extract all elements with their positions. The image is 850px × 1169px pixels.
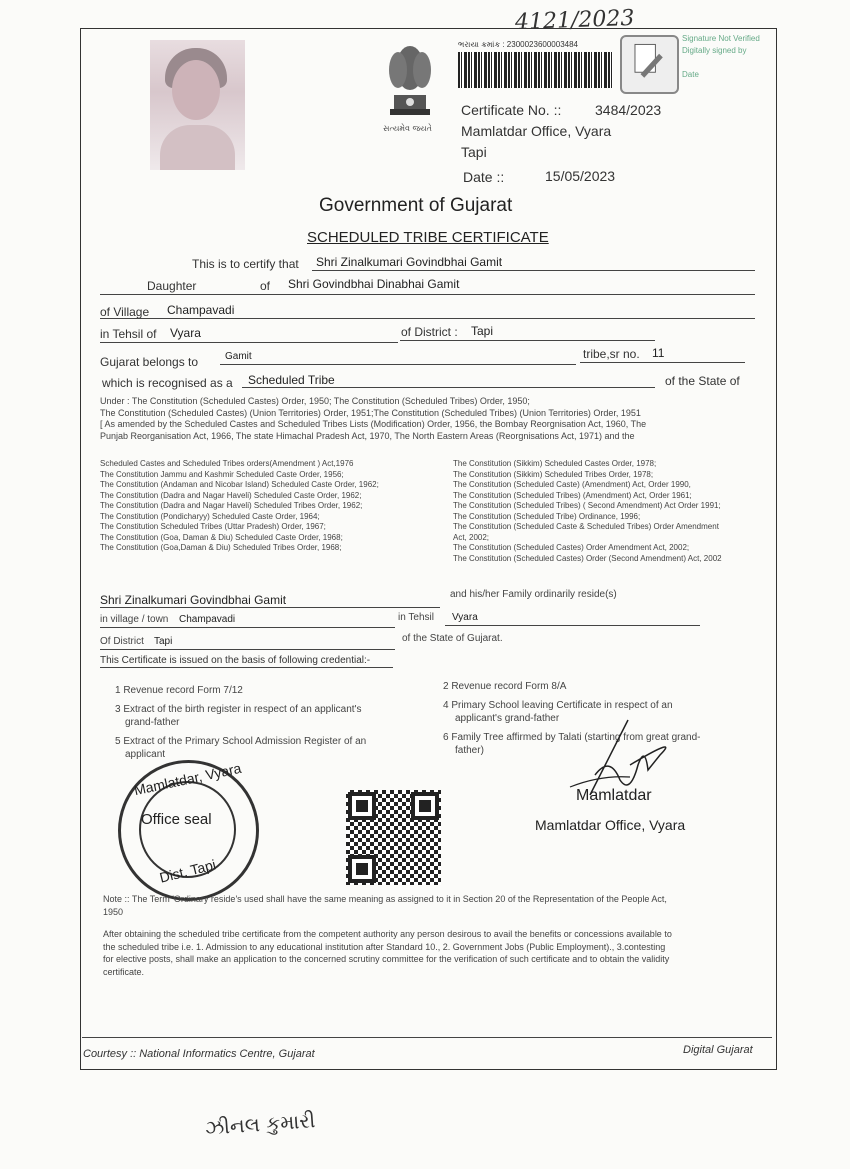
under-line: [ As amended by the Scheduled Castes and Scheduled Tribes Lists (Modification) Order, 1956, the Bombay Reorgnisation Act, 1960, The bbox=[100, 419, 647, 429]
seal-bottom-text: Dist. Tapi bbox=[157, 856, 218, 886]
under-line: Punjab Reorganisation Act, 1966, The state Himachal Pradesh Act, 1970, The North Eastern Areas (Reorgnisations Act, 1971) and the bbox=[100, 430, 635, 441]
after-line: After obtaining the scheduled tribe certificate from the competent authority any person desirous to avail the benefits or concessions available to bbox=[103, 929, 672, 939]
village-label: of Village bbox=[100, 305, 150, 319]
village-town-label: in village / town bbox=[100, 614, 169, 625]
credential-item: grand-father bbox=[125, 717, 180, 728]
order-item: The Constitution Scheduled Tribes (Uttar Pradesh) Order, 1967; bbox=[100, 522, 326, 531]
date-label: Date :: bbox=[463, 169, 505, 185]
person-name: Shri Zinalkumari Govindbhai Gamit bbox=[316, 255, 503, 269]
order-item: The Constitution Jammu and Kashmir Scheduled Caste Order, 1956; bbox=[100, 469, 344, 479]
tehsil: Vyara bbox=[170, 326, 201, 340]
credential-item: 2 Revenue record Form 8/A bbox=[443, 681, 567, 692]
order-item: The Constitution (Dadra and Nagar Haveli) Scheduled Tribes Order, 1962; bbox=[100, 501, 363, 510]
order-item: The Constitution (Goa, Daman & Diu) Scheduled Caste Order, 1968; bbox=[100, 532, 343, 542]
after-line: for elective posts, shall make an application to the concerned scrutiny committee for the verification of such certificate and to obtain the validity bbox=[103, 954, 670, 964]
district-label: of District : bbox=[401, 325, 458, 339]
order-item: The Constitution (Dadra and Nagar Haveli) Scheduled Caste Order, 1962; bbox=[100, 490, 362, 500]
recognised-value: Scheduled Tribe bbox=[248, 373, 335, 387]
barcode bbox=[458, 52, 613, 88]
of-district-label: Of District bbox=[100, 636, 144, 647]
note-line: 1950 bbox=[103, 907, 124, 917]
credential-item: applicant's grand-father bbox=[455, 713, 560, 724]
under-line: The Constitution (Scheduled Castes) (Union Territories) Order, 1951;The Constitution (Scheduled Tribes) (Union Territories) Order, 1951 bbox=[100, 407, 641, 418]
parent-name: Shri Govindbhai Dinabhai Gamit bbox=[288, 277, 460, 291]
credential-item: father) bbox=[455, 745, 484, 756]
govt-title: Government of Gujarat bbox=[319, 195, 513, 216]
recognised-label: which is recognised as a bbox=[102, 376, 233, 390]
emblem-caption: સત્યમેવ જયતે bbox=[383, 124, 432, 133]
order-item: The Constitution (Sikkim) Scheduled Castes Order, 1978; bbox=[453, 459, 657, 468]
of-text: of bbox=[260, 279, 271, 293]
seal-mid-text: Office seal bbox=[141, 811, 212, 828]
order-item: The Constitution (Scheduled Castes) Order Amendment Act, 2002; bbox=[453, 543, 690, 552]
office-seal bbox=[118, 760, 259, 901]
orders-left bbox=[100, 459, 445, 571]
signatory-office: Mamlatdar Office, Vyara bbox=[535, 817, 686, 833]
order-item: The Constitution (Scheduled Tribes) ( Second Amendment) Act Order 1991; bbox=[453, 501, 721, 510]
credential-item: 6 Family Tree affirmed by Talati (starting from great grand- bbox=[443, 732, 701, 743]
tribe-sr: 11 bbox=[652, 346, 665, 360]
under-line: Under : The Constitution (Scheduled Castes) Order, 1950; The Constitution (Scheduled Tribes) Order, 1950; bbox=[100, 396, 530, 406]
district: Tapi bbox=[471, 324, 494, 338]
after-line: certificate. bbox=[103, 966, 145, 977]
order-item: The Constitution (Pondicharyy) Scheduled Caste Order, 1964; bbox=[100, 511, 320, 521]
seal-top-text: Mamlatdar, Vyara bbox=[132, 759, 243, 799]
credential-item: 1 Revenue record Form 7/12 bbox=[115, 685, 243, 696]
certify-prefix: This is to certify that bbox=[192, 257, 299, 271]
order-item: Scheduled Castes and Scheduled Tribes orders(Amendment ) Act,1976 bbox=[100, 459, 354, 468]
credential-item: 5 Extract of the Primary School Admission Register of an bbox=[115, 736, 367, 747]
of-district: Tapi bbox=[154, 636, 173, 647]
credentials-left bbox=[115, 684, 395, 761]
esign-icon bbox=[620, 35, 679, 94]
credential-line: This Certificate is issued on the basis of following credential:- bbox=[100, 655, 371, 666]
note-text bbox=[103, 893, 763, 919]
order-item: The Constitution (Scheduled Tribes) (Amendment) Act, Order 1961; bbox=[453, 490, 692, 500]
credential-item: applicant bbox=[125, 749, 166, 760]
under-text bbox=[100, 396, 760, 442]
applicant-photo bbox=[150, 40, 245, 170]
national-emblem-icon bbox=[380, 40, 440, 135]
handwritten-number: 4121/2023 bbox=[514, 5, 635, 36]
courtesy: Courtesy :: National Informatics Centre, Gujarat bbox=[83, 1048, 315, 1060]
after-text bbox=[103, 928, 768, 978]
person-name-2: Shri Zinalkumari Govindbhai Gamit bbox=[100, 593, 287, 607]
village-town: Champavadi bbox=[179, 614, 236, 625]
order-item: The Constitution (Scheduled Caste & Scheduled Tribes) Order Amendment bbox=[453, 522, 719, 531]
credential-item: 3 Extract of the birth register in respect of an applicant's bbox=[115, 704, 362, 715]
esign-text-1: Signature Not Verified bbox=[682, 34, 760, 43]
certificate-no-label: Certificate No. :: bbox=[461, 102, 562, 118]
qr-code bbox=[346, 790, 441, 885]
after-line: the scheduled tribe i.e. 1. Admission to any educational institution after Standard 10., 2. Government Jobs (Public Employment)., 3.contesting bbox=[103, 941, 666, 952]
in-tehsil-label: in Tehsil bbox=[398, 612, 434, 623]
tribe: Gamit bbox=[225, 351, 252, 362]
date: 15/05/2023 bbox=[545, 168, 616, 184]
esign-text-3: Date bbox=[682, 70, 699, 79]
office-top: Mamlatdar Office, Vyara bbox=[461, 123, 612, 139]
digital-gujarat: Digital Gujarat bbox=[683, 1044, 753, 1056]
family-reside: and his/her Family ordinarily reside(s) bbox=[450, 589, 617, 600]
order-item: The Constitution (Scheduled Castes) Order (Second Amendment) Act, 2002 bbox=[453, 553, 722, 563]
in-tehsil: Vyara bbox=[452, 612, 478, 623]
order-item: The Constitution (Andaman and Nicobar Island) Scheduled Caste Order, 1962; bbox=[100, 480, 379, 489]
order-item: The Constitution (Sikkim) Scheduled Tribes Order, 1978; bbox=[453, 469, 654, 479]
relation: Daughter bbox=[147, 279, 197, 293]
certificate-title: SCHEDULED TRIBE CERTIFICATE bbox=[307, 229, 549, 246]
order-item: Act, 2002; bbox=[453, 532, 490, 542]
order-item: The Constitution (Goa,Daman & Diu) Scheduled Tribes Order, 1968; bbox=[100, 543, 342, 552]
credential-item: 4 Primary School leaving Certificate in respect of an bbox=[443, 700, 673, 711]
tribe-sr-label: tribe,sr no. bbox=[583, 347, 640, 361]
signatory: Mamlatdar bbox=[576, 787, 652, 804]
of-state: of the State of bbox=[665, 374, 740, 388]
tehsil-label: in Tehsil of bbox=[100, 327, 157, 341]
village: Champavadi bbox=[167, 303, 235, 317]
belongs-label: Gujarat belongs to bbox=[100, 355, 199, 369]
handwritten-name: ઝીનલ કુમારી bbox=[204, 1108, 317, 1140]
state-of-gujarat: of the State of Gujarat. bbox=[402, 633, 503, 644]
certificate-no: 3484/2023 bbox=[595, 102, 662, 118]
district-top: Tapi bbox=[461, 144, 487, 160]
order-item: The Constitution (Scheduled Caste) (Amendment) Act, Order 1990, bbox=[453, 480, 691, 489]
orders-right bbox=[453, 459, 763, 564]
esign-text-2: Digitally signed by bbox=[682, 46, 747, 55]
note-line: Note :: The Term 'Ordinary reside's used shall have the same meaning as assigned to it in Section 20 of the Representation of the People Act, bbox=[103, 894, 667, 904]
barcode-label: ભરાયા ક્રમાંક : 2300023600003484 bbox=[458, 40, 578, 49]
order-item: The Constitution (Scheduled Tribe) Ordinance, 1996; bbox=[453, 511, 641, 521]
